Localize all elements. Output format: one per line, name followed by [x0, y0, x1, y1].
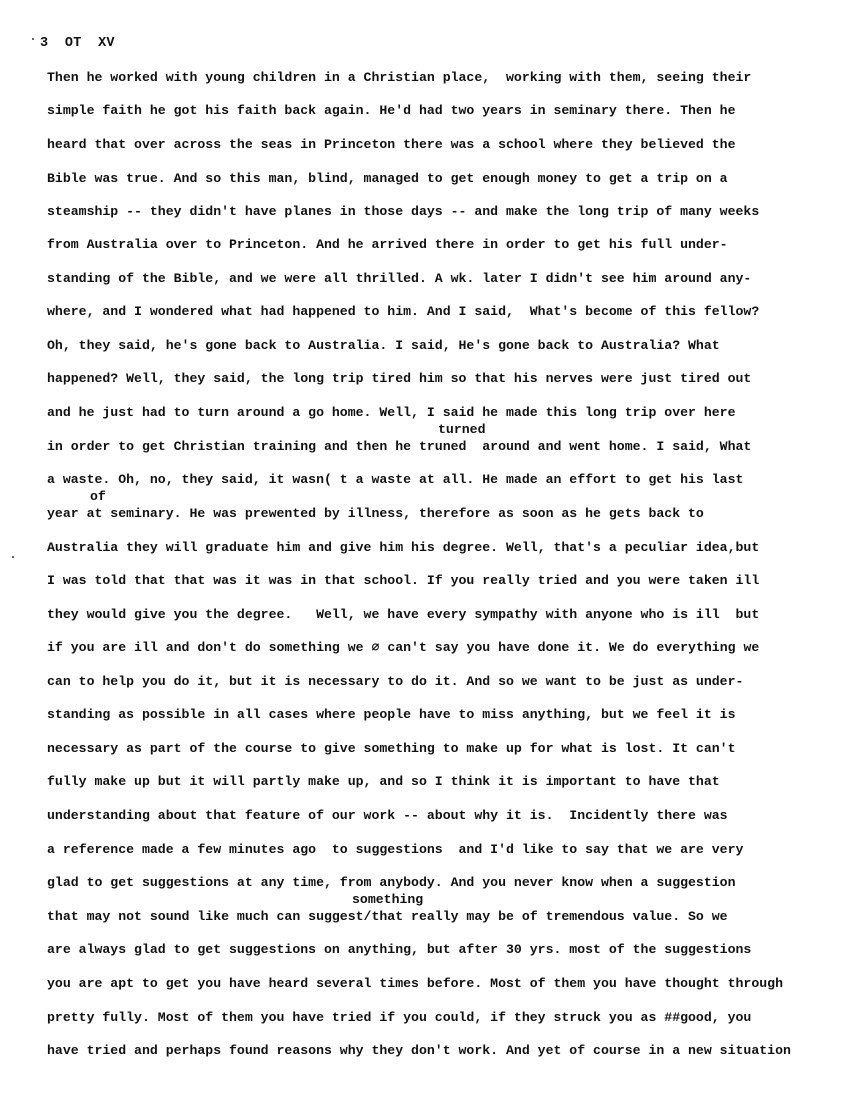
text-line: where, and I wondered what had happened to him. And I said, What's become of this fellow?	[47, 304, 760, 319]
paper-speck	[12, 556, 14, 558]
text-line: can to help you do it, but it is necessary to do it. And so we want to be just as under-	[47, 674, 744, 689]
text-line: you are apt to get you have heard several times before. Most of them you have thought through	[47, 976, 783, 991]
text-line: understanding about that feature of our work -- about why it is. Incidently there was	[47, 808, 728, 823]
text-line: in order to get Christian training and then he truned around and went home. I said, What	[47, 439, 752, 454]
text-line: if you are ill and don't do something we ∅ can't say you have done it. We do everything we	[47, 640, 760, 655]
text-line: steamship -- they didn't have planes in those days -- and make the long trip of many weeks	[47, 204, 760, 219]
text-line: Australia they will graduate him and give him his degree. Well, that's a peculiar idea,but	[47, 540, 760, 555]
text-line: from Australia over to Princeton. And he arrived there in order to get his full under-	[47, 237, 728, 252]
text-line: Oh, they said, he's gone back to Australia. I said, He's gone back to Australia? What	[47, 338, 720, 353]
text-line: simple faith he got his faith back again. He'd had two years in seminary there. Then he	[47, 103, 736, 118]
interlinear-correction-something: something	[352, 892, 424, 907]
text-line: that may not sound like much can suggest/that really may be of tremendous value. So we	[47, 909, 728, 924]
text-line: they would give you the degree. Well, we have every sympathy with anyone who is ill but	[47, 607, 760, 622]
text-line: are always glad to get suggestions on anything, but after 30 yrs. most of the suggestions	[47, 942, 752, 957]
interlinear-correction-turned: turned	[438, 422, 486, 437]
text-line: glad to get suggestions at any time, from anybody. And you never know when a suggestion	[47, 875, 736, 890]
text-line: I was told that that was it was in that school. If you really tried and you were taken ill	[47, 573, 760, 588]
interlinear-correction-of: of	[90, 489, 106, 504]
text-line: a waste. Oh, no, they said, it wasn( t a waste at all. He made an effort to get his last	[47, 472, 744, 487]
text-line: year at seminary. He was prewented by illness, therefore as soon as he gets back to	[47, 506, 704, 521]
paper-speck	[32, 38, 34, 40]
text-line: have tried and perhaps found reasons why they don't work. And yet of course in a new situation	[47, 1043, 791, 1058]
text-line: necessary as part of the course to give something to make up for what is lost. It can't	[47, 741, 736, 756]
text-line: and he just had to turn around a go home. Well, I said he made this long trip over here	[47, 405, 736, 420]
text-line: fully make up but it will partly make up, and so I think it is important to have that	[47, 774, 720, 789]
text-line: happened? Well, they said, the long trip tired him so that his nerves were just tired out	[47, 371, 752, 386]
text-line: a reference made a few minutes ago to suggestions and I'd like to say that we are very	[47, 842, 744, 857]
page-header: 3 OT XV	[40, 36, 115, 51]
text-line: Bible was true. And so this man, blind, managed to get enough money to get a trip on a	[47, 171, 728, 186]
text-line: standing as possible in all cases where people have to miss anything, but we feel it is	[47, 707, 736, 722]
text-line: heard that over across the seas in Princeton there was a school where they believed the	[47, 137, 736, 152]
text-line: standing of the Bible, and we were all thrilled. A wk. later I didn't see him around any-	[47, 271, 752, 286]
text-line: Then he worked with young children in a Christian place, working with them, seeing their	[47, 70, 752, 85]
text-line: pretty fully. Most of them you have tried if you could, if they struck you as ##good, you	[47, 1010, 752, 1025]
